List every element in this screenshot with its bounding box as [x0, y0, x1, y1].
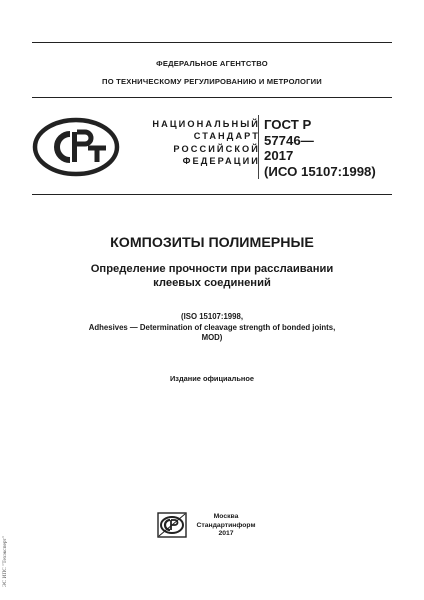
divider-vertical — [258, 115, 259, 179]
gost-line: 2017 — [264, 148, 294, 164]
top-rule — [32, 42, 392, 43]
iso-line: MOD) — [201, 333, 223, 343]
iso-reference — [0, 312, 424, 344]
agency-line-1: ФЕДЕРАЛЬНОЕ АГЕНТСТВО — [156, 59, 268, 68]
gost-line: ГОСТ Р — [264, 117, 312, 132]
subtitle-line: клеевых соединений — [153, 276, 271, 289]
subtitle-line: Определение прочности при расслаивании — [90, 263, 334, 275]
gost-designation — [264, 117, 376, 179]
publisher-line: Стандартинформ — [196, 521, 256, 529]
iso-line: (ISO 15107:1998, — [181, 312, 243, 321]
publisher-line: 2017 — [218, 530, 234, 538]
side-note: ЭС ИПС "Техэксперт" — [2, 535, 8, 587]
edition-label: Издание официальное — [169, 374, 254, 383]
gost-line: 57746— — [264, 132, 314, 148]
publisher-line: Москва — [213, 513, 239, 520]
mid-rule — [32, 97, 392, 98]
national-line: НАЦИОНАЛЬНЫЙ — [152, 119, 260, 129]
document-title: КОМПОЗИТЫ ПОЛИМЕРНЫЕ — [110, 235, 314, 251]
lower-rule — [32, 194, 392, 195]
national-standard-block — [120, 118, 260, 168]
national-line: СТАНДАРТ — [193, 131, 260, 142]
document-subtitle — [0, 263, 424, 290]
gost-r-logo-icon — [32, 117, 120, 177]
standartinform-logo-icon — [157, 512, 187, 538]
iso-line: Adhesives — Determination of cleavage strength of bonded joints, — [88, 322, 336, 332]
gost-line: (ИСО 15107:1998) — [264, 163, 376, 179]
agency-line-2: ПО ТЕХНИЧЕСКОМУ РЕГУЛИРОВАНИЮ И МЕТРОЛОГИИ — [102, 77, 322, 86]
publisher-block — [194, 513, 258, 539]
national-line: ФЕДЕРАЦИИ — [182, 156, 260, 167]
national-line: РОССИЙСКОЙ — [173, 143, 260, 154]
